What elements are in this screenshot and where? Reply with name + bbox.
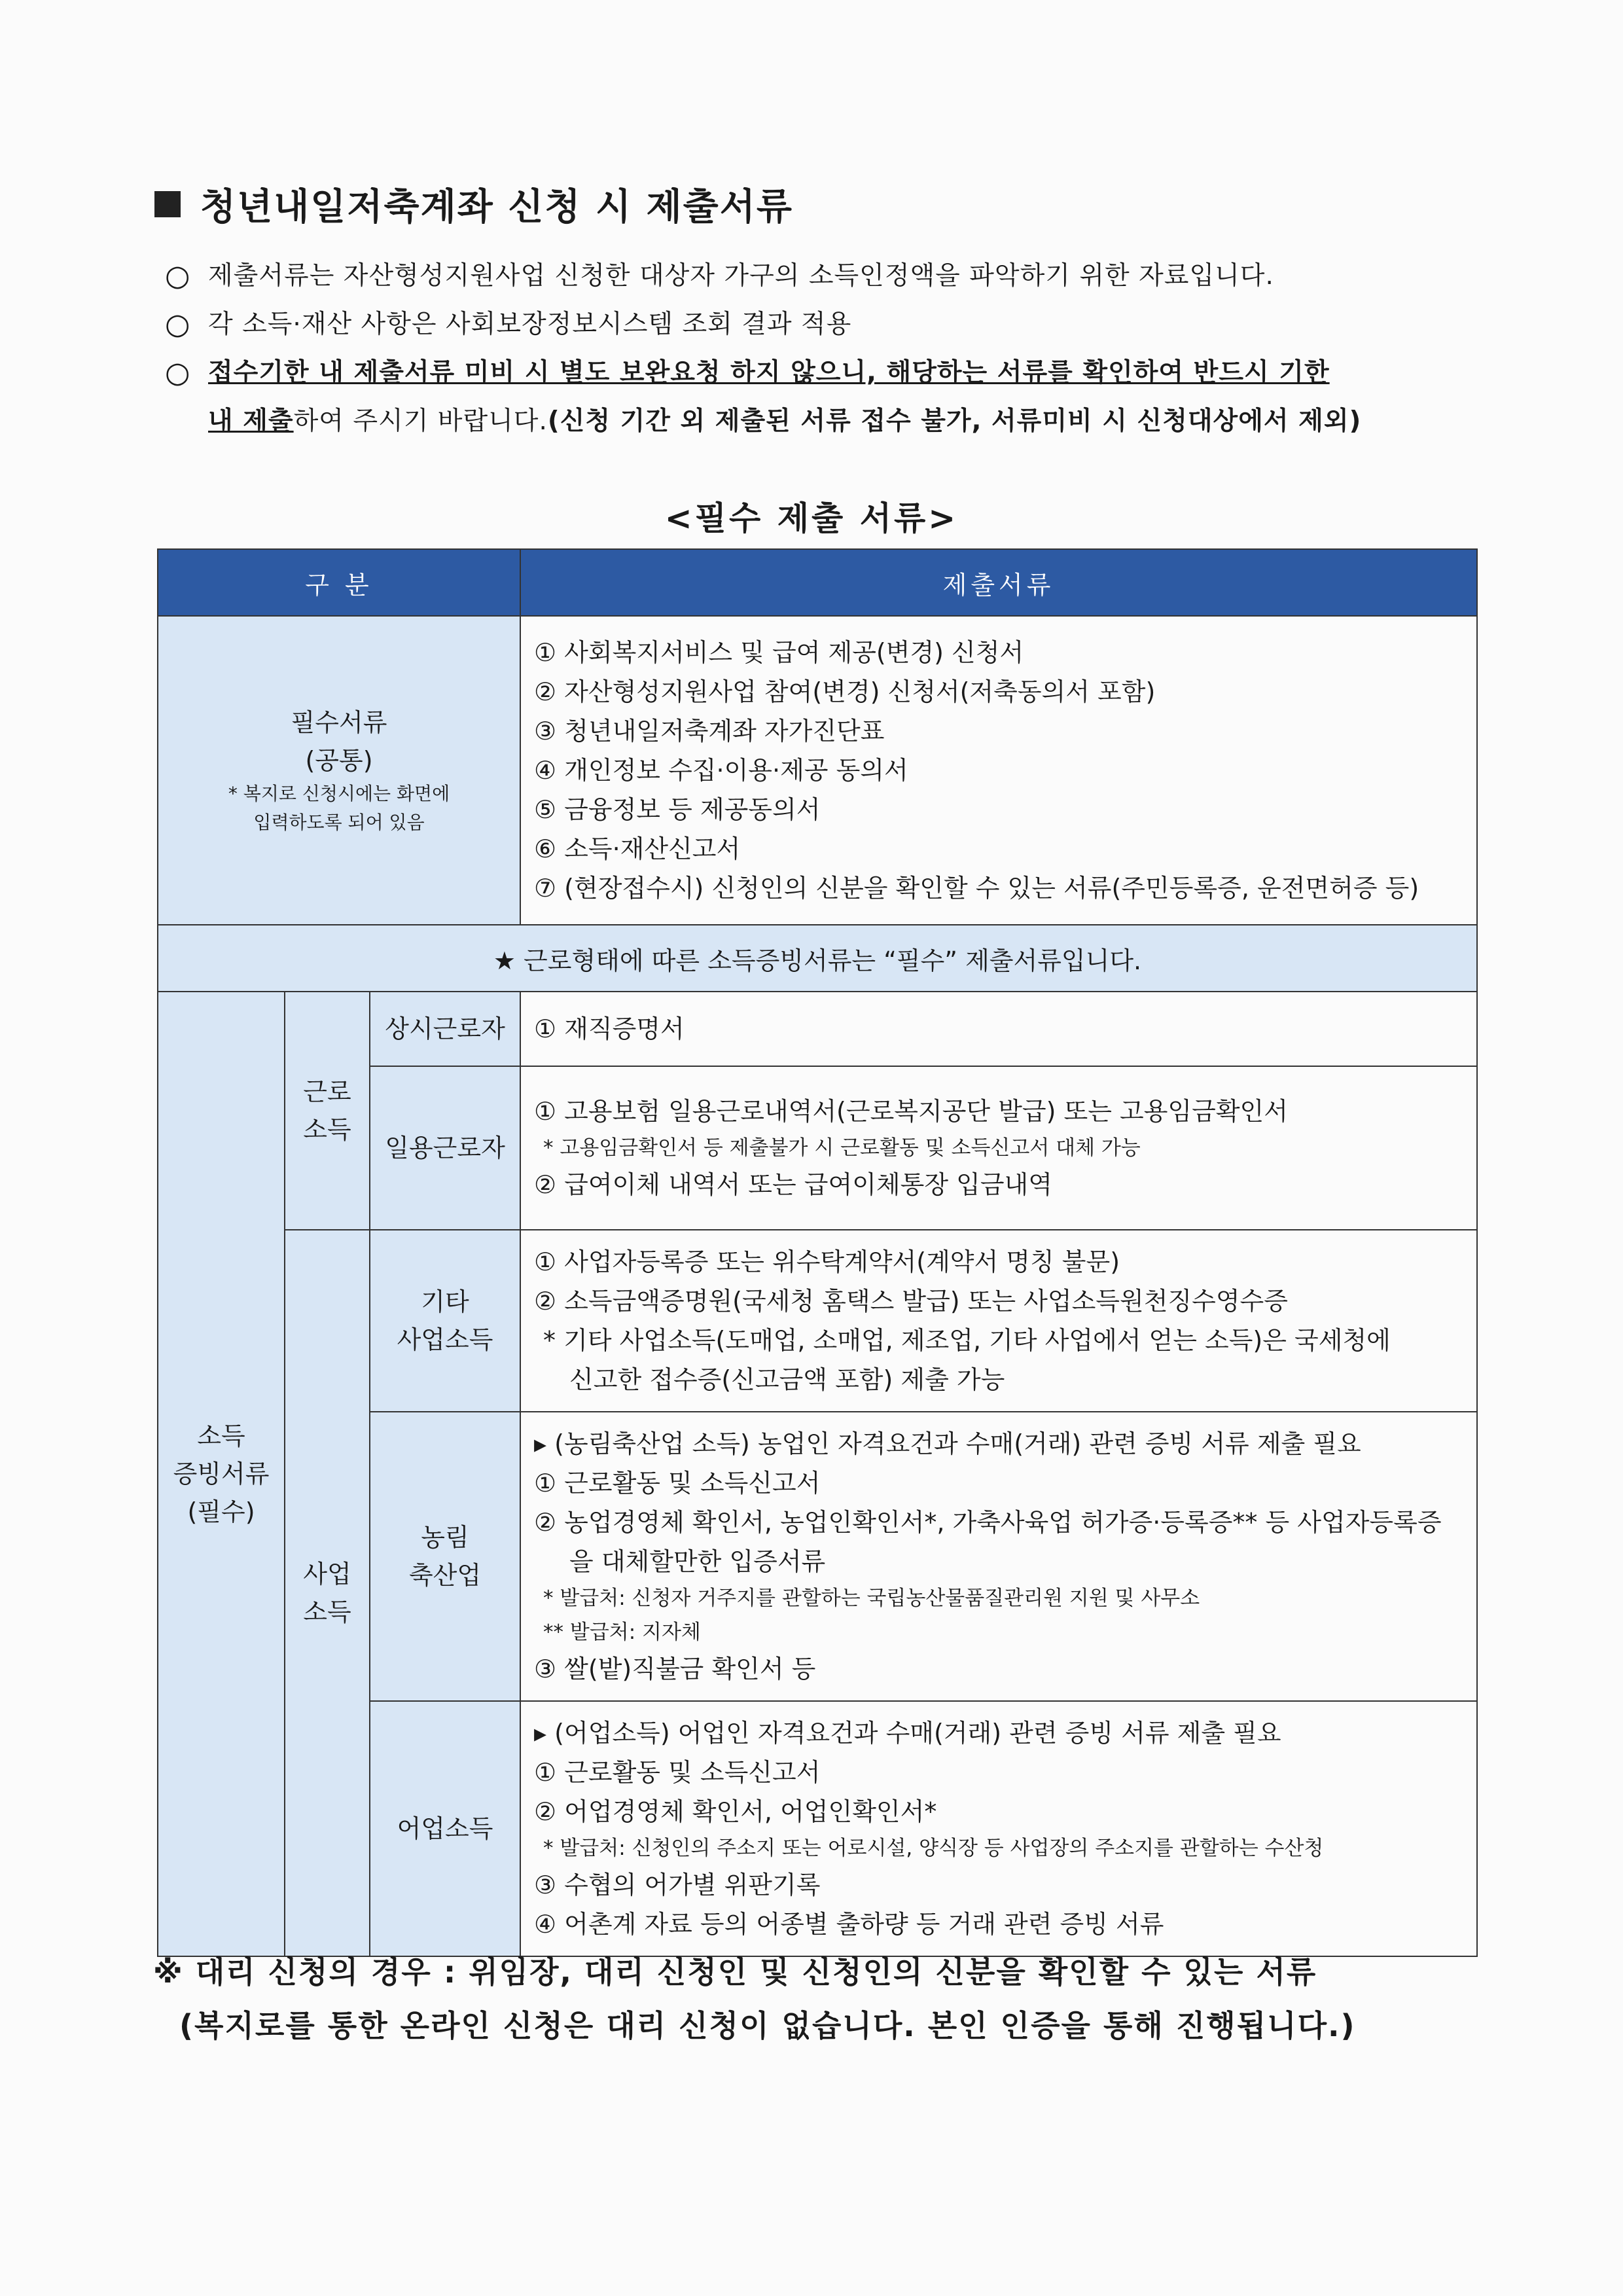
- agri-label-2: 축산업: [408, 1561, 482, 1590]
- regular-worker-label: 상시근로자: [370, 992, 520, 1066]
- notice-item: [165, 349, 1480, 446]
- doc-note: * 기타 사업소득(도매업, 소매업, 제조업, 기타 사업에서 얻는 소득)은 국세청에: [543, 1326, 1391, 1355]
- common-subtitle: (공통): [305, 746, 373, 775]
- other-business-label-1: 기타: [421, 1287, 469, 1316]
- doc-item: ④ 개인정보 수집·이용·제공 동의서: [534, 756, 908, 785]
- business-label-2: 소득: [303, 1598, 351, 1626]
- doc-item: ② 농업경영체 확인서, 농업인확인서*, 가축사육업 허가증·등록증** 등 사업자등록증: [534, 1508, 1442, 1537]
- agri-docs: [520, 1412, 1477, 1701]
- common-row: [158, 616, 1477, 925]
- income-label-1: 소득: [197, 1422, 245, 1450]
- circle-bullet-icon: ○: [165, 356, 190, 389]
- doc-item: ② 급여이체 내역서 또는 급여이체통장 입금내역: [534, 1170, 1052, 1199]
- income-label-3: (필수): [187, 1498, 255, 1526]
- doc-item: ② 소득금액증명원(국세청 홈택스 발급) 또는 사업소득원천징수영수증: [534, 1287, 1288, 1316]
- square-bullet-icon: [154, 191, 181, 217]
- common-title: 필수서류: [291, 708, 387, 737]
- doc-note: * 발급처: 신청인의 주소지 또는 어로시설, 양식장 등 사업장의 주소지를 관할하는 수산청: [543, 1837, 1324, 1860]
- work-income-category: [285, 992, 370, 1230]
- header-category: 구 분: [158, 549, 520, 616]
- common-note-2: 입력하도록 되어 있음: [253, 812, 425, 833]
- income-proof-category: [158, 992, 285, 1956]
- proxy-notice-line-1: ※ 대리 신청의 경우 : 위임장, 대리 신청인 및 신청인의 신분을 확인할 수 있는 서류: [153, 1954, 1317, 1990]
- request-text: 하여 주시기 바랍니다.: [293, 406, 548, 436]
- star-row: [158, 925, 1477, 992]
- doc-item: ① 근로활동 및 소득신고서: [534, 1758, 821, 1787]
- doc-item: ① 근로활동 및 소득신고서: [534, 1469, 821, 1498]
- daily-worker-label: 일용근로자: [370, 1066, 520, 1230]
- income-label-2: 증빙서류: [173, 1460, 270, 1488]
- doc-item: ⑤ 금융정보 등 제공동의서: [534, 795, 821, 824]
- doc-item: ① 사업자등록증 또는 위수탁계약서(계약서 명칭 불문): [534, 1247, 1120, 1276]
- heading-text: 청년내일저축계좌 신청 시 제출서류: [200, 186, 793, 228]
- fishery-docs: [520, 1701, 1477, 1956]
- agri-label: [370, 1412, 520, 1701]
- notice-item: [165, 300, 1480, 349]
- doc-note-cont: 신고한 접수증(신고금액 포함) 제출 가능: [569, 1365, 1005, 1394]
- other-business-label-2: 사업소득: [397, 1325, 493, 1354]
- deadline-warning-end: 내 제출: [208, 406, 294, 436]
- other-business-row: [158, 1230, 1477, 1412]
- table-title: <필수 제출 서류>: [664, 499, 959, 537]
- doc-item: ① 고용보험 일용근로내역서(근로복지공단 발급) 또는 고용임금확인서: [534, 1097, 1288, 1126]
- doc-item: ③ 수협의 어가별 위판기록: [534, 1871, 821, 1899]
- daily-worker-docs: [520, 1066, 1477, 1230]
- fishery-label: 어업소득: [370, 1701, 520, 1956]
- circle-bullet-icon: ○: [165, 259, 190, 293]
- common-note-1: * 복지로 신청시에는 화면에: [228, 783, 450, 804]
- header-docs: 제출서류: [520, 549, 1477, 616]
- table-header-row: [158, 549, 1477, 616]
- doc-item: ② 자산형성지원사업 참여(변경) 신청서(저축동의서 포함): [534, 677, 1156, 706]
- proxy-notice-line-2: (복지로를 통한 온라인 신청은 대리 신청이 없습니다. 본인 인증을 통해 진행됩니다.): [179, 2008, 1356, 2043]
- doc-item: ③ 쌀(밭)직불금 확인서 등: [534, 1655, 816, 1683]
- circle-bullet-icon: ○: [165, 308, 190, 341]
- common-docs-cell: [520, 616, 1477, 925]
- doc-item: ③ 청년내일저축계좌 자가진단표: [534, 717, 885, 745]
- proxy-notice: [153, 1945, 1356, 2053]
- doc-lead: ▸ (농림축산업 소득) 농업인 자격요건과 수매(거래) 관련 증빙 서류 제출 필요: [534, 1429, 1361, 1458]
- doc-item: ① 사회복지서비스 및 급여 제공(변경) 신청서: [534, 638, 1024, 667]
- deadline-warning: 접수기한 내 제출서류 미비 시 별도 보완요청 하지 않으니, 해당하는 서류를 확인하여 반드시 기한: [208, 358, 1330, 387]
- doc-item: ⑦ (현장접수시) 신청인의 신분을 확인할 수 있는 서류(주민등록증, 운전면허증 등): [534, 874, 1419, 903]
- other-business-docs: [520, 1230, 1477, 1412]
- doc-item-cont: 을 대체할만한 입증서류: [569, 1547, 826, 1576]
- notice-item: [165, 252, 1480, 300]
- star-notice: ★ 근로형태에 따른 소득증빙서류는 “필수” 제출서류입니다.: [158, 925, 1477, 992]
- agri-label-1: 농림: [421, 1523, 469, 1552]
- doc-item: ① 재직증명서: [534, 1014, 685, 1043]
- regular-worker-row: [158, 992, 1477, 1066]
- common-category-cell: [158, 616, 520, 925]
- notice-text: [208, 349, 1480, 446]
- doc-item: ② 어업경영체 확인서, 어업인확인서*: [534, 1797, 937, 1826]
- section-heading: [154, 178, 793, 230]
- work-label-2: 소득: [303, 1115, 351, 1144]
- notice-text: 각 소득·재산 사항은 사회보장정보시스템 조회 결과 적용: [208, 310, 852, 339]
- regular-worker-docs: [520, 992, 1477, 1066]
- business-label-1: 사업: [303, 1560, 351, 1588]
- doc-note: ** 발급처: 지자체: [543, 1621, 701, 1644]
- business-income-category: [285, 1230, 370, 1956]
- doc-item: ④ 어촌계 자료 등의 어종별 출하량 등 거래 관련 증빙 서류: [534, 1910, 1164, 1939]
- work-label-1: 근로: [303, 1077, 351, 1106]
- notice-text: 제출서류는 자산형성지원사업 신청한 대상자 가구의 소득인정액을 파악하기 위한 자료입니다.: [208, 261, 1274, 291]
- doc-note: * 발급처: 신청자 거주지를 관할하는 국립농산물품질관리원 지원 및 사무소: [543, 1587, 1200, 1610]
- doc-lead: ▸ (어업소득) 어업인 자격요건과 수매(거래) 관련 증빙 서류 제출 필요: [534, 1719, 1281, 1748]
- other-business-label: [370, 1230, 520, 1412]
- doc-note: * 고용임금확인서 등 제출불가 시 근로활동 및 소득신고서 대체 가능: [543, 1136, 1141, 1160]
- doc-item: ⑥ 소득·재산신고서: [534, 834, 741, 863]
- notice-list: [165, 252, 1480, 446]
- exclusion-note: (신청 기간 외 제출된 서류 접수 불가, 서류미비 시 신청대상에서 제외): [547, 406, 1362, 436]
- required-documents-table: [157, 548, 1478, 1957]
